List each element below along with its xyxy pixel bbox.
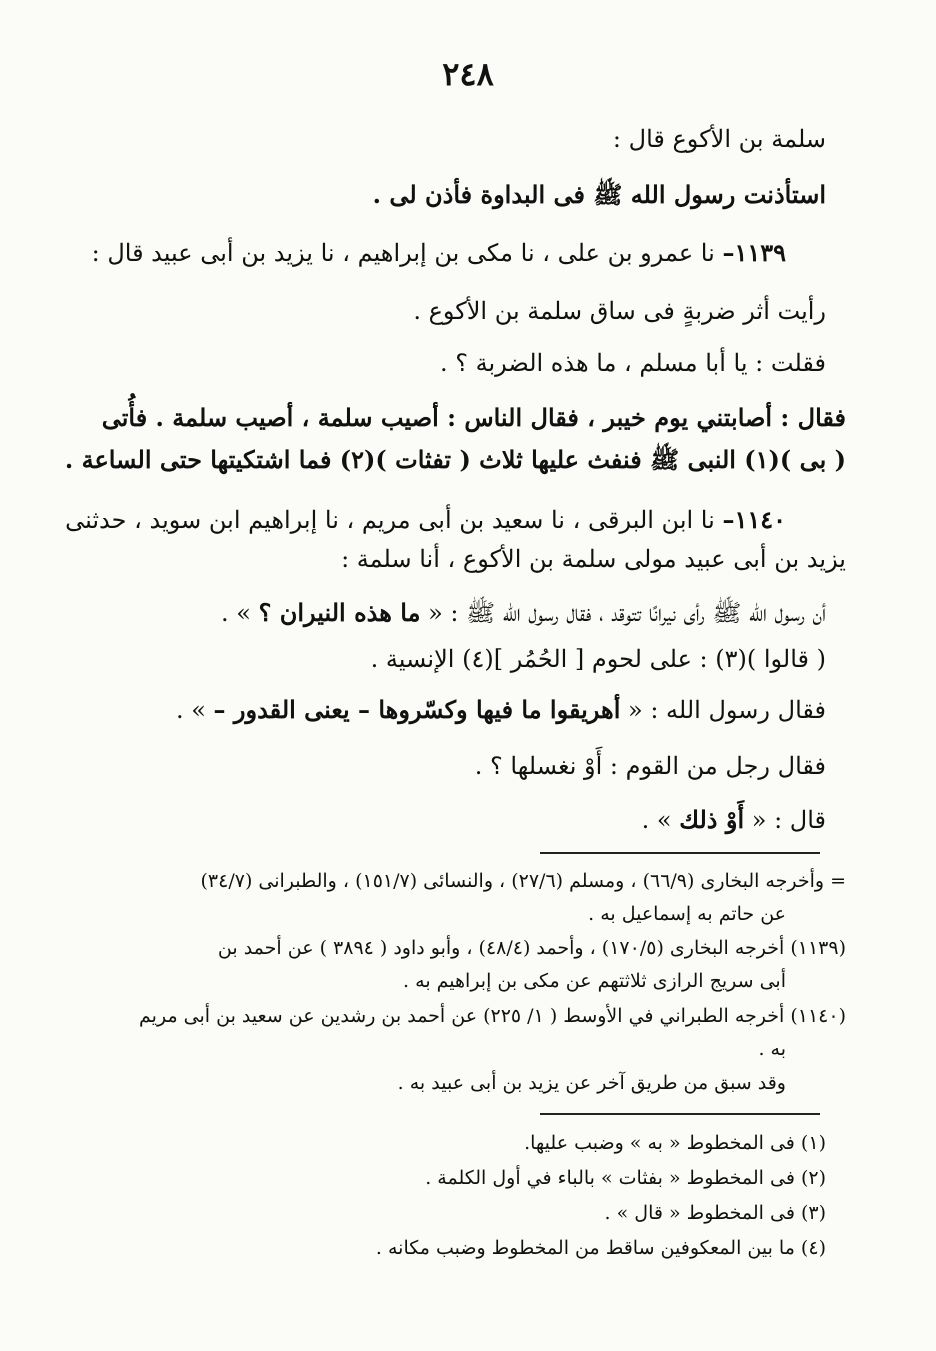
text-line <box>221 598 826 633</box>
hadith-1139-line <box>92 238 786 267</box>
hadith-1140-line <box>65 505 786 534</box>
footnote-line: (١١٣٩) أخرجه البخارى (١٧٠/٥) ، وأحمد (٤٨/٤) ، وأبو داود ( ٣٨٩٤ ) عن أحمد بن <box>217 937 846 959</box>
text-line: استأذنت رسول الله ﷺ فى البداوة فأذن لى . <box>372 180 826 209</box>
text-line <box>176 695 826 724</box>
hadith-text: نا ابن البرقى ، نا سعيد بن أبى مريم ، نا إبراهيم ابن سويد ، حدثنى <box>65 506 715 534</box>
quote-segment: أَوْ ذلك <box>679 805 745 834</box>
quote-segment: ما هذه النيران ؟ <box>258 598 421 627</box>
footnote-line: (١١٤٠) أخرجه الطبراني في الأوسط ( ١/ ٢٢٥) عن أحمد بن رشدين عن سعيد بن أبى مريم <box>139 1005 846 1027</box>
hadith-number: ١١٣٩– <box>722 238 786 267</box>
footnote-divider <box>540 1113 820 1115</box>
text-line: فقلت : يا أبا مسلم ، ما هذه الضربة ؟ . <box>439 349 826 377</box>
text-line: فقال رجل من القوم : أَوْ نغسلها ؟ . <box>474 752 826 780</box>
footnote-line: = وأخرجه البخارى (٦٦/٩) ، ومسلم (٢٧/٦) ، والنسائى (١٥١/٧) ، والطبرانى (٣٤/٧) <box>200 870 846 892</box>
footnote-line: عن حاتم به إسماعيل به . <box>588 903 786 925</box>
text-line: ( قالوا )(٣) : على لحوم [ الحُمُر ](٤) الإنسية . <box>370 645 826 673</box>
footnote-line: به . <box>758 1038 786 1060</box>
text-segment: أن رسول الله ﷺ رأى نيرانًا تتوقد ، فقال رسول الله ﷺ : « <box>428 599 826 627</box>
text-segment: قال : « <box>751 806 826 834</box>
text-line: فقال : أصابتني يوم خيبر ، فقال الناس : أصيب سلمة ، أصيب سلمة . فأُتى <box>101 403 846 432</box>
page-number: ٢٤٨ <box>442 55 494 93</box>
footnote-divider <box>540 852 820 854</box>
text-line <box>642 805 826 834</box>
quote-segment: أهريقوا ما فيها وكسّروها – يعنى القدور – <box>213 695 621 724</box>
text-segment: » . <box>175 696 206 724</box>
footnote-line: وقد سبق من طريق آخر عن يزيد بن أبى عبيد به . <box>397 1072 786 1094</box>
text-segment: فقال رسول الله : « <box>628 696 826 724</box>
footnote-line: أبى سريج الرازى ثلاثتهم عن مكى بن إبراهيم به . <box>403 970 786 992</box>
text-segment: » . <box>641 806 672 834</box>
footnote-line: (١) فى المخطوط « به » وضبب عليها. <box>524 1132 826 1154</box>
footnote-line: (٣) فى المخطوط « قال » . <box>604 1202 826 1224</box>
text-line: سلمة بن الأكوع قال : <box>612 125 826 153</box>
text-segment: » . <box>221 599 251 627</box>
text-line: رأيت أثر ضربةٍ فى ساق سلمة بن الأكوع . <box>413 297 826 325</box>
footnote-line: (٤) ما بين المعكوفين ساقط من المخطوط وضبب مكانه . <box>375 1237 826 1259</box>
hadith-number: ١١٤٠– <box>722 505 786 534</box>
text-line: يزيد بن أبى عبيد مولى سلمة بن الأكوع ، أنا سلمة : <box>341 545 846 573</box>
text-line: ( بى )(١) النبى ﷺ فنفث عليها ثلاث ( تفثات )(٢) فما اشتكيتها حتى الساعة . <box>64 445 846 474</box>
hadith-text: نا عمرو بن على ، نا مكى بن إبراهيم ، نا يزيد بن أبى عبيد قال : <box>91 239 715 267</box>
footnote-line: (٢) فى المخطوط « بفثات » بالباء في أول الكلمة . <box>425 1167 826 1189</box>
